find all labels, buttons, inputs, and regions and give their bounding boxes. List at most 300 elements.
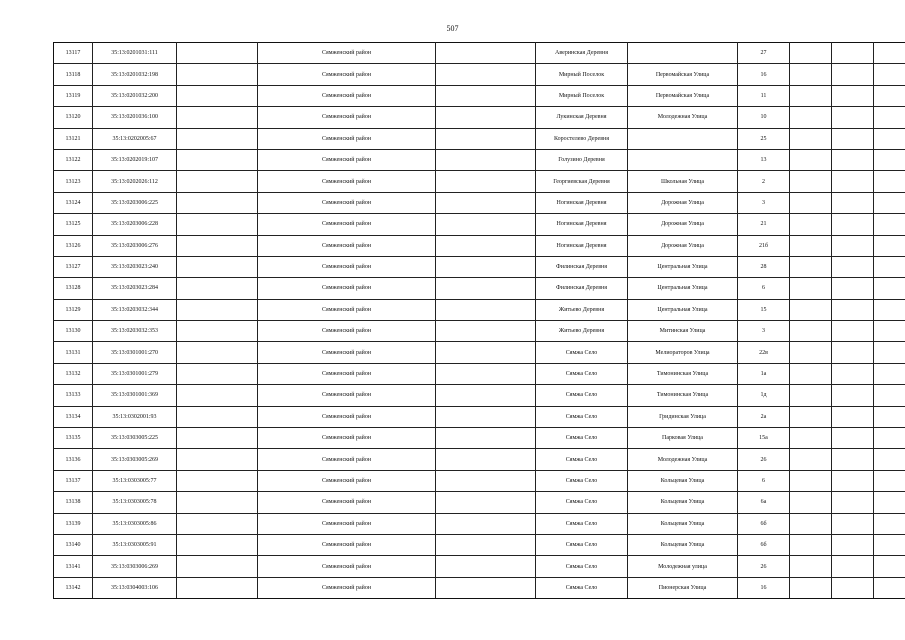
house-number-cell: 6 xyxy=(738,470,790,491)
district-cell: Сямженский район xyxy=(258,534,436,555)
empty-cell xyxy=(874,321,905,342)
empty-cell xyxy=(790,85,832,106)
empty-cell xyxy=(177,470,258,491)
record-number-cell: 13138 xyxy=(54,492,93,513)
street-cell: Дорожная Улица xyxy=(628,192,738,213)
empty-cell xyxy=(177,577,258,598)
street-cell: Первомайская Улица xyxy=(628,64,738,85)
empty-cell xyxy=(874,192,905,213)
settlement-cell: Лукинская Деревня xyxy=(536,107,628,128)
empty-cell xyxy=(832,470,874,491)
district-cell: Сямженский район xyxy=(258,43,436,64)
empty-cell xyxy=(832,428,874,449)
district-cell: Сямженский район xyxy=(258,149,436,170)
empty-cell xyxy=(436,342,536,363)
empty-cell xyxy=(790,171,832,192)
empty-cell xyxy=(874,278,905,299)
house-number-cell: 21 xyxy=(738,214,790,235)
empty-cell xyxy=(177,149,258,170)
district-cell: Сямженский район xyxy=(258,513,436,534)
house-number-cell: 2 xyxy=(738,171,790,192)
cadastral-number-cell: 35:13:0202019:107 xyxy=(93,149,177,170)
table-row xyxy=(54,149,905,170)
empty-cell xyxy=(436,363,536,384)
district-cell: Сямженский район xyxy=(258,214,436,235)
record-number-cell: 13135 xyxy=(54,428,93,449)
empty-cell xyxy=(790,278,832,299)
cadastral-number-cell: 35:13:0201031:111 xyxy=(93,43,177,64)
empty-cell xyxy=(874,577,905,598)
empty-cell xyxy=(177,363,258,384)
settlement-cell: Аверинская Деревня xyxy=(536,43,628,64)
empty-cell xyxy=(874,449,905,470)
table-body xyxy=(54,43,905,599)
record-number-cell: 13142 xyxy=(54,577,93,598)
table-row xyxy=(54,214,905,235)
house-number-cell: 15 xyxy=(738,299,790,320)
empty-cell xyxy=(832,235,874,256)
empty-cell xyxy=(832,171,874,192)
record-number-cell: 13127 xyxy=(54,256,93,277)
house-number-cell: 3 xyxy=(738,321,790,342)
district-cell: Сямженский район xyxy=(258,128,436,149)
table-row xyxy=(54,278,905,299)
record-number-cell: 13132 xyxy=(54,363,93,384)
house-number-cell: 26 xyxy=(738,449,790,470)
empty-cell xyxy=(177,64,258,85)
empty-cell xyxy=(832,299,874,320)
table-row xyxy=(54,128,905,149)
house-number-cell: 16 xyxy=(738,64,790,85)
table-row xyxy=(54,534,905,555)
table-row xyxy=(54,299,905,320)
settlement-cell: Сямжа Село xyxy=(536,513,628,534)
settlement-cell: Сямжа Село xyxy=(536,428,628,449)
street-cell: Кольцевая Улица xyxy=(628,492,738,513)
cadastral-number-cell: 35:13:0303005:78 xyxy=(93,492,177,513)
empty-cell xyxy=(790,214,832,235)
empty-cell xyxy=(874,492,905,513)
cadastral-number-cell: 35:13:0303005:269 xyxy=(93,449,177,470)
empty-cell xyxy=(832,406,874,427)
empty-cell xyxy=(177,342,258,363)
record-number-cell: 13128 xyxy=(54,278,93,299)
street-cell: Молодежная улица xyxy=(628,556,738,577)
empty-cell xyxy=(436,492,536,513)
cadastral-number-cell: 35:13:0203023:284 xyxy=(93,278,177,299)
settlement-cell: Сямжа Село xyxy=(536,534,628,555)
empty-cell xyxy=(832,342,874,363)
empty-cell xyxy=(790,577,832,598)
empty-cell xyxy=(874,256,905,277)
empty-cell xyxy=(436,128,536,149)
empty-cell xyxy=(832,107,874,128)
property-registry-table xyxy=(53,42,905,599)
table-row xyxy=(54,107,905,128)
empty-cell xyxy=(874,385,905,406)
empty-cell xyxy=(790,428,832,449)
district-cell: Сямженский район xyxy=(258,321,436,342)
empty-cell xyxy=(874,363,905,384)
district-cell: Сямженский район xyxy=(258,428,436,449)
empty-cell xyxy=(790,470,832,491)
table-row xyxy=(54,192,905,213)
table-row xyxy=(54,577,905,598)
empty-cell xyxy=(874,171,905,192)
table-row xyxy=(54,406,905,427)
settlement-cell: Коростелево Деревня xyxy=(536,128,628,149)
empty-cell xyxy=(436,534,536,555)
district-cell: Сямженский район xyxy=(258,470,436,491)
street-cell: Дорожная Улица xyxy=(628,235,738,256)
empty-cell xyxy=(177,214,258,235)
settlement-cell: Житьево Деревня xyxy=(536,299,628,320)
empty-cell xyxy=(874,43,905,64)
empty-cell xyxy=(790,256,832,277)
street-cell: Первомайская Улица xyxy=(628,85,738,106)
empty-cell xyxy=(874,406,905,427)
street-cell: Парковая Улица xyxy=(628,428,738,449)
cadastral-number-cell: 35:13:0304003:106 xyxy=(93,577,177,598)
settlement-cell: Голузино Деревня xyxy=(536,149,628,170)
cadastral-number-cell: 35:13:0201032:198 xyxy=(93,64,177,85)
house-number-cell: 22в xyxy=(738,342,790,363)
record-number-cell: 13119 xyxy=(54,85,93,106)
house-number-cell: 6 xyxy=(738,278,790,299)
table-row xyxy=(54,428,905,449)
table-row xyxy=(54,492,905,513)
empty-cell xyxy=(436,406,536,427)
house-number-cell: 6а xyxy=(738,492,790,513)
district-cell: Сямженский район xyxy=(258,492,436,513)
empty-cell xyxy=(790,192,832,213)
record-number-cell: 13124 xyxy=(54,192,93,213)
house-number-cell: 27 xyxy=(738,43,790,64)
district-cell: Сямженский район xyxy=(258,299,436,320)
house-number-cell: 1д xyxy=(738,385,790,406)
table-row xyxy=(54,470,905,491)
empty-cell xyxy=(177,235,258,256)
cadastral-number-cell: 35:13:0203032:344 xyxy=(93,299,177,320)
house-number-cell: 21б xyxy=(738,235,790,256)
house-number-cell: 6б xyxy=(738,513,790,534)
empty-cell xyxy=(177,385,258,406)
cadastral-number-cell: 35:13:0303005:77 xyxy=(93,470,177,491)
district-cell: Сямженский район xyxy=(258,192,436,213)
empty-cell xyxy=(790,449,832,470)
empty-cell xyxy=(832,256,874,277)
empty-cell xyxy=(874,85,905,106)
street-cell: Тимонинская Улица xyxy=(628,363,738,384)
empty-cell xyxy=(790,235,832,256)
record-number-cell: 13125 xyxy=(54,214,93,235)
street-cell: Молодежная Улица xyxy=(628,107,738,128)
empty-cell xyxy=(790,534,832,555)
empty-cell xyxy=(177,128,258,149)
empty-cell xyxy=(436,43,536,64)
empty-cell xyxy=(790,107,832,128)
cadastral-number-cell: 35:13:0303006:269 xyxy=(93,556,177,577)
table-row xyxy=(54,449,905,470)
house-number-cell: 15а xyxy=(738,428,790,449)
cadastral-number-cell: 35:13:0203006:225 xyxy=(93,192,177,213)
table-row xyxy=(54,85,905,106)
empty-cell xyxy=(874,235,905,256)
settlement-cell: Ногинская Деревня xyxy=(536,192,628,213)
empty-cell xyxy=(436,192,536,213)
empty-cell xyxy=(177,171,258,192)
district-cell: Сямженский район xyxy=(258,256,436,277)
empty-cell xyxy=(874,428,905,449)
cadastral-number-cell: 35:13:0201032:200 xyxy=(93,85,177,106)
empty-cell xyxy=(790,43,832,64)
empty-cell xyxy=(832,278,874,299)
house-number-cell: 11 xyxy=(738,85,790,106)
empty-cell xyxy=(874,470,905,491)
empty-cell xyxy=(832,128,874,149)
table-row xyxy=(54,321,905,342)
street-cell xyxy=(628,128,738,149)
cadastral-number-cell: 35:13:0201036:100 xyxy=(93,107,177,128)
street-cell: Мелиораторов Улица xyxy=(628,342,738,363)
settlement-cell: Житьево Деревня xyxy=(536,321,628,342)
house-number-cell: 3 xyxy=(738,192,790,213)
street-cell: Молодежная Улица xyxy=(628,449,738,470)
district-cell: Сямженский район xyxy=(258,171,436,192)
empty-cell xyxy=(177,428,258,449)
empty-cell xyxy=(790,299,832,320)
empty-cell xyxy=(874,64,905,85)
empty-cell xyxy=(436,171,536,192)
settlement-cell: Ногинская Деревня xyxy=(536,214,628,235)
cadastral-number-cell: 35:13:0202005:67 xyxy=(93,128,177,149)
house-number-cell: 26 xyxy=(738,556,790,577)
street-cell: Кольцевая Улица xyxy=(628,470,738,491)
empty-cell xyxy=(177,321,258,342)
empty-cell xyxy=(874,342,905,363)
empty-cell xyxy=(832,449,874,470)
empty-cell xyxy=(436,321,536,342)
empty-cell xyxy=(832,513,874,534)
record-number-cell: 13137 xyxy=(54,470,93,491)
table-row xyxy=(54,363,905,384)
street-cell: Центральная Улица xyxy=(628,256,738,277)
empty-cell xyxy=(177,299,258,320)
empty-cell xyxy=(790,64,832,85)
empty-cell xyxy=(436,428,536,449)
settlement-cell: Сямжа Село xyxy=(536,492,628,513)
house-number-cell: 13 xyxy=(738,149,790,170)
empty-cell xyxy=(436,85,536,106)
empty-cell xyxy=(874,149,905,170)
table-row xyxy=(54,556,905,577)
empty-cell xyxy=(832,534,874,555)
house-number-cell: 25 xyxy=(738,128,790,149)
table-row xyxy=(54,385,905,406)
district-cell: Сямженский район xyxy=(258,449,436,470)
table-row xyxy=(54,256,905,277)
settlement-cell: Сямжа Село xyxy=(536,556,628,577)
empty-cell xyxy=(790,513,832,534)
street-cell: Кольцевая Улица xyxy=(628,534,738,555)
district-cell: Сямженский район xyxy=(258,363,436,384)
street-cell xyxy=(628,149,738,170)
street-cell: Дорожная Улица xyxy=(628,214,738,235)
cadastral-number-cell: 35:13:0301001:279 xyxy=(93,363,177,384)
district-cell: Сямженский район xyxy=(258,556,436,577)
district-cell: Сямженский район xyxy=(258,85,436,106)
empty-cell xyxy=(177,85,258,106)
empty-cell xyxy=(832,577,874,598)
empty-cell xyxy=(177,513,258,534)
empty-cell xyxy=(436,556,536,577)
settlement-cell: Сямжа Село xyxy=(536,449,628,470)
empty-cell xyxy=(790,556,832,577)
empty-cell xyxy=(874,128,905,149)
street-cell: Центральная Улица xyxy=(628,278,738,299)
cadastral-number-cell: 35:13:0203023:240 xyxy=(93,256,177,277)
record-number-cell: 13121 xyxy=(54,128,93,149)
record-number-cell: 13140 xyxy=(54,534,93,555)
district-cell: Сямженский район xyxy=(258,577,436,598)
street-cell: Школьная Улица xyxy=(628,171,738,192)
cadastral-number-cell: 35:13:0303005:86 xyxy=(93,513,177,534)
empty-cell xyxy=(832,492,874,513)
empty-cell xyxy=(177,556,258,577)
cadastral-number-cell: 35:13:0303005:91 xyxy=(93,534,177,555)
empty-cell xyxy=(874,513,905,534)
record-number-cell: 13141 xyxy=(54,556,93,577)
table-row xyxy=(54,513,905,534)
empty-cell xyxy=(832,85,874,106)
empty-cell xyxy=(177,534,258,555)
empty-cell xyxy=(436,278,536,299)
house-number-cell: 10 xyxy=(738,107,790,128)
empty-cell xyxy=(790,492,832,513)
empty-cell xyxy=(177,278,258,299)
street-cell: Центральная Улица xyxy=(628,299,738,320)
empty-cell xyxy=(874,214,905,235)
record-number-cell: 13139 xyxy=(54,513,93,534)
empty-cell xyxy=(790,406,832,427)
empty-cell xyxy=(177,43,258,64)
settlement-cell: Филинская Деревня xyxy=(536,278,628,299)
table-row xyxy=(54,235,905,256)
street-cell: Пионерская Улица xyxy=(628,577,738,598)
settlement-cell: Сямжа Село xyxy=(536,406,628,427)
record-number-cell: 13120 xyxy=(54,107,93,128)
record-number-cell: 13117 xyxy=(54,43,93,64)
district-cell: Сямженский район xyxy=(258,406,436,427)
table-row xyxy=(54,64,905,85)
empty-cell xyxy=(177,192,258,213)
empty-cell xyxy=(177,256,258,277)
empty-cell xyxy=(436,577,536,598)
record-number-cell: 13123 xyxy=(54,171,93,192)
cadastral-number-cell: 35:13:0303005:225 xyxy=(93,428,177,449)
cadastral-number-cell: 35:13:0302001:93 xyxy=(93,406,177,427)
empty-cell xyxy=(790,363,832,384)
empty-cell xyxy=(436,256,536,277)
empty-cell xyxy=(436,214,536,235)
empty-cell xyxy=(832,385,874,406)
cadastral-number-cell: 35:13:0301001:270 xyxy=(93,342,177,363)
street-cell: Кольцевая Улица xyxy=(628,513,738,534)
empty-cell xyxy=(874,107,905,128)
page-number: 507 xyxy=(446,24,459,33)
record-number-cell: 13122 xyxy=(54,149,93,170)
record-number-cell: 13126 xyxy=(54,235,93,256)
empty-cell xyxy=(436,299,536,320)
empty-cell xyxy=(436,449,536,470)
house-number-cell: 28 xyxy=(738,256,790,277)
cadastral-number-cell: 35:13:0202026:112 xyxy=(93,171,177,192)
record-number-cell: 13129 xyxy=(54,299,93,320)
empty-cell xyxy=(790,128,832,149)
record-number-cell: 13131 xyxy=(54,342,93,363)
table-row xyxy=(54,43,905,64)
empty-cell xyxy=(832,43,874,64)
empty-cell xyxy=(177,449,258,470)
cadastral-number-cell: 35:13:0203006:228 xyxy=(93,214,177,235)
empty-cell xyxy=(436,385,536,406)
district-cell: Сямженский район xyxy=(258,342,436,363)
empty-cell xyxy=(436,235,536,256)
cadastral-number-cell: 35:13:0203006:276 xyxy=(93,235,177,256)
empty-cell xyxy=(832,64,874,85)
settlement-cell: Георгиевская Деревня xyxy=(536,171,628,192)
district-cell: Сямженский район xyxy=(258,235,436,256)
empty-cell xyxy=(832,363,874,384)
empty-cell xyxy=(832,192,874,213)
street-cell: Тимонинская Улица xyxy=(628,385,738,406)
empty-cell xyxy=(832,149,874,170)
empty-cell xyxy=(436,107,536,128)
house-number-cell: 6б xyxy=(738,534,790,555)
cadastral-number-cell: 35:13:0203032:353 xyxy=(93,321,177,342)
settlement-cell: Сямжа Село xyxy=(536,363,628,384)
district-cell: Сямженский район xyxy=(258,385,436,406)
settlement-cell: Мирный Поселок xyxy=(536,64,628,85)
settlement-cell: Сямжа Село xyxy=(536,342,628,363)
empty-cell xyxy=(177,107,258,128)
empty-cell xyxy=(177,492,258,513)
cadastral-number-cell: 35:13:0301001:369 xyxy=(93,385,177,406)
district-cell: Сямженский район xyxy=(258,64,436,85)
record-number-cell: 13134 xyxy=(54,406,93,427)
settlement-cell: Сямжа Село xyxy=(536,385,628,406)
settlement-cell: Ногинская Деревня xyxy=(536,235,628,256)
record-number-cell: 13118 xyxy=(54,64,93,85)
empty-cell xyxy=(874,299,905,320)
empty-cell xyxy=(874,534,905,555)
district-cell: Сямженский район xyxy=(258,107,436,128)
empty-cell xyxy=(832,214,874,235)
empty-cell xyxy=(436,513,536,534)
empty-cell xyxy=(177,406,258,427)
record-number-cell: 13136 xyxy=(54,449,93,470)
empty-cell xyxy=(790,149,832,170)
empty-cell xyxy=(832,321,874,342)
house-number-cell: 16 xyxy=(738,577,790,598)
record-number-cell: 13133 xyxy=(54,385,93,406)
empty-cell xyxy=(436,470,536,491)
empty-cell xyxy=(790,342,832,363)
empty-cell xyxy=(436,64,536,85)
record-number-cell: 13130 xyxy=(54,321,93,342)
district-cell: Сямженский район xyxy=(258,278,436,299)
settlement-cell: Сямжа Село xyxy=(536,470,628,491)
